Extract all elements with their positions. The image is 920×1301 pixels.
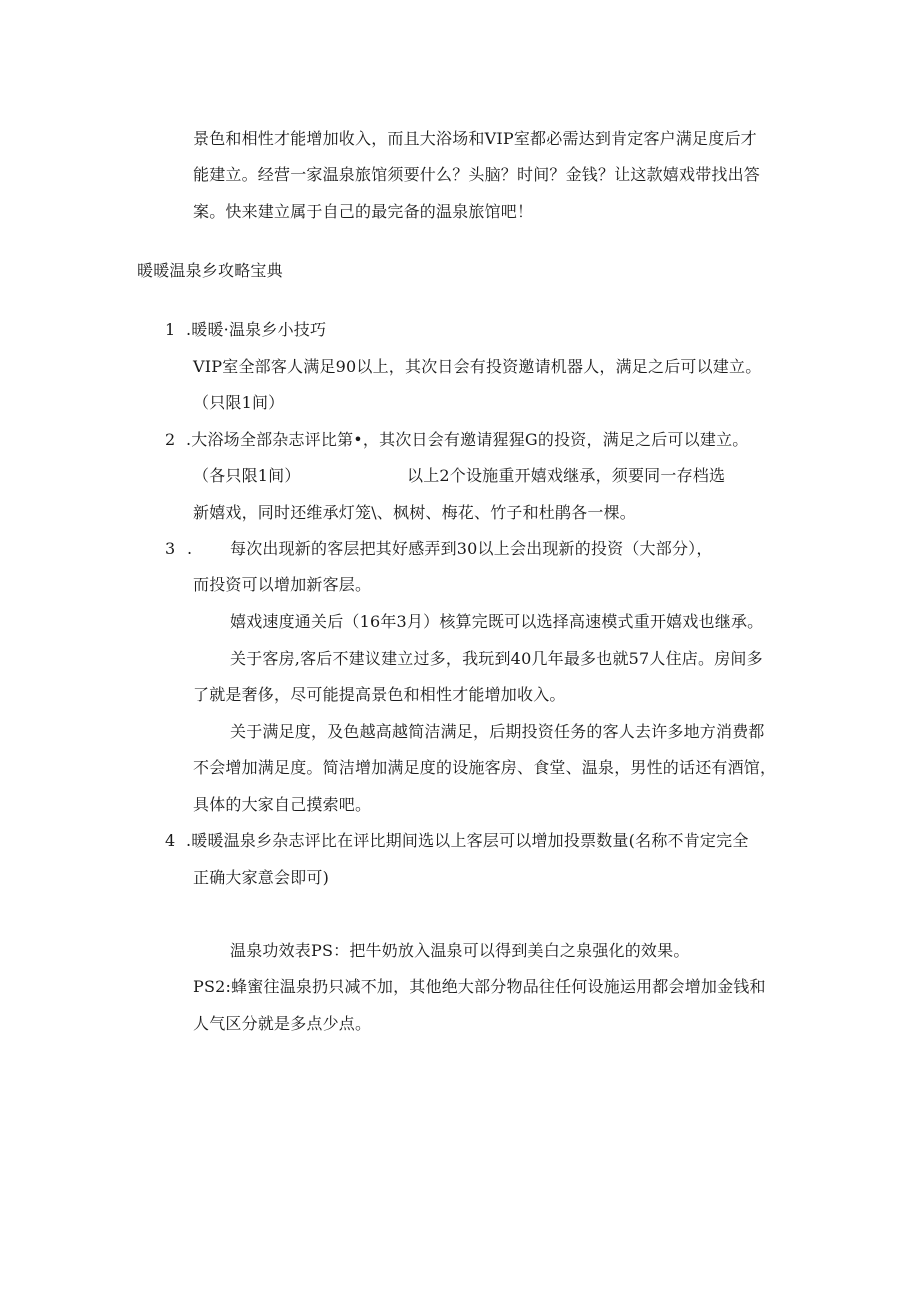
- item-4-number: 4: [165, 831, 176, 850]
- item-1-heading: .暖暖·温泉乡小技巧: [186, 320, 327, 339]
- item-3-line-1: 每次出现新的客层把其好感弄到30以上会出现新的投资（大部分），: [230, 539, 713, 558]
- item-1-number: 1: [165, 320, 176, 339]
- item-3-paragraph-3-line-1: 关于客房,客后不建议建立过多，我玩到40几年最多也就57人住店。房间多: [230, 649, 763, 668]
- item-3-paragraph-4-line-2: 不会增加满足度。简洁增加满足度的设施客房、食堂、温泉，男性的话还有酒馆，: [193, 758, 777, 777]
- intro-line-2: 能建立。经营一家温泉旅馆须要什么？头脑？时间？金钱？让这款嬉戏带找出答: [193, 165, 761, 184]
- intro-line-1: 景色和相性才能增加收入，而且大浴场和VIP室都必需达到肯定客户满足度后才: [193, 129, 757, 148]
- item-3-paragraph-4-line-3: 具体的大家自己摸索吧。: [193, 795, 372, 814]
- item-3-paragraph-4-line-1: 关于满足度，及色越高越简洁满足，后期投资任务的客人去许多地方消费都: [230, 722, 765, 741]
- item-3-dot: .: [187, 539, 193, 558]
- item-3-paragraph-3-line-2: 了就是奢侈，尽可能提高景色和相性才能增加收入。: [193, 685, 566, 704]
- note-ps2-line-1: PS2:蜂蜜往温泉扔只减不加，其他绝大部分物品往任何设施运用都会增加金钱和: [193, 977, 766, 996]
- item-2-number: 2: [165, 430, 176, 449]
- item-4-line-2: 正确大家意会即可): [193, 868, 330, 887]
- item-3-paragraph-2: 嬉戏速度通关后（16年3月）核算完既可以选择高速模式重开嬉戏也继承。: [230, 612, 764, 631]
- item-2-line-2b: 以上2个设施重开嬉戏继承，须要同一存档选: [407, 466, 726, 485]
- item-2-line-3: 新嬉戏，同时还维承灯笼\、枫树、梅花、竹子和杜鹃各一棵。: [193, 503, 636, 522]
- section-title: 暖暖温泉乡攻略宝典: [137, 261, 283, 280]
- item-3-number: 3: [165, 539, 176, 558]
- item-1-line-1: VIP室全部客人满足90以上，其次日会有投资邀请机器人，满足之后可以建立。: [193, 357, 762, 376]
- note-ps2-line-2: 人气区分就是多点少点。: [193, 1014, 372, 1033]
- intro-line-3: 案。快来建立属于自己的最完备的温泉旅馆吧！: [193, 202, 534, 221]
- item-4-line-1: .暖暖温泉乡杂志评比在评比期间选以上客层可以增加投票数量(名称不肯定完全: [186, 831, 749, 850]
- note-ps1: 温泉功效表PS：把牛奶放入温泉可以得到美白之泉强化的效果。: [230, 941, 690, 960]
- item-2-line-2a: （各只限1间）: [193, 466, 301, 485]
- item-2-heading: .大浴场全部杂志评比第•，其次日会有邀请猩猩G的投资，满足之后可以建立。: [186, 430, 749, 449]
- item-1-line-2: （只限1间）: [193, 393, 285, 412]
- item-3-line-2: 而投资可以增加新客层。: [193, 575, 372, 594]
